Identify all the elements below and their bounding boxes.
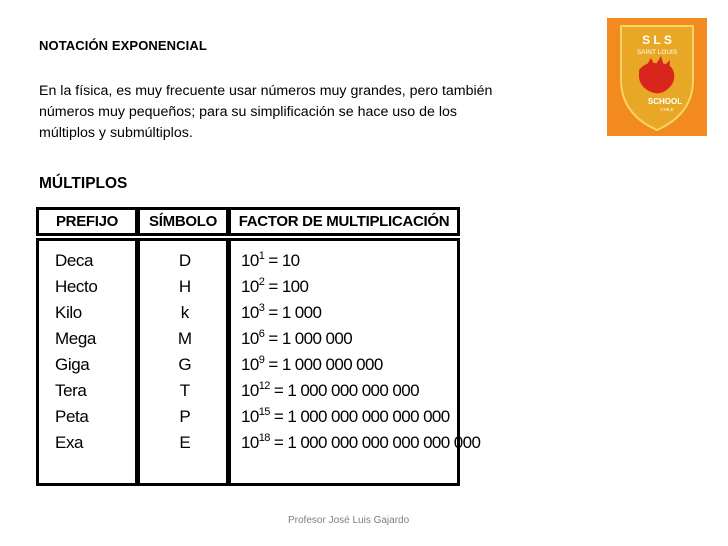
factor-value: = 1 000 000 000 [264, 355, 383, 374]
factor-value: = 100 [264, 277, 309, 296]
school-logo [607, 18, 707, 136]
table-row [36, 381, 460, 407]
factor-exponent: 2 [258, 276, 265, 288]
table-row [36, 277, 460, 303]
symbol-cell: T [179, 381, 191, 400]
factor-base: 10 [241, 251, 259, 270]
header-prefix: PREFIJO [36, 207, 138, 236]
factor-exponent: 6 [258, 328, 265, 340]
intro-line: números muy pequeños; para su simplificación se hace uso de los [39, 104, 457, 120]
table-row [36, 303, 460, 329]
factor-exponent: 18 [258, 432, 270, 444]
symbol-cell: P [179, 407, 191, 426]
symbol-cell: D [178, 251, 192, 270]
intro-paragraph [39, 81, 599, 144]
logo-text-name: SAINT LOUIS [636, 49, 678, 56]
table-row [36, 355, 460, 381]
page-heading: NOTACIÓN EXPONENCIAL [39, 38, 207, 53]
factor-cell [241, 329, 352, 349]
multiples-table [36, 207, 481, 486]
factor-value: = 1 000 [264, 303, 322, 322]
factor-base: 10 [241, 355, 259, 374]
section-title: MÚLTIPLOS [39, 175, 128, 192]
footer-author: Profesor José Luis Gajardo [288, 515, 410, 526]
factor-cell [241, 277, 308, 297]
school-crest-icon [607, 18, 707, 136]
factor-value: = 10 [264, 251, 300, 270]
factor-exponent: 9 [258, 354, 265, 366]
factor-base: 10 [241, 329, 259, 348]
header-symbol: SÍMBOLO [137, 207, 229, 236]
factor-exponent: 12 [258, 380, 270, 392]
factor-value: = 1 000 000 000 000 000 000 [269, 433, 481, 452]
logo-text-school: SCHOOL [647, 97, 683, 106]
logo-text-country: CHILE [660, 107, 674, 112]
prefix-cell: Mega [55, 329, 96, 348]
prefix-cell: Peta [55, 407, 89, 426]
table-row [36, 329, 460, 355]
prefix-cell: Tera [55, 381, 87, 400]
factor-cell [241, 251, 300, 271]
factor-value: = 1 000 000 [264, 329, 353, 348]
prefix-cell: Deca [55, 251, 94, 270]
symbol-cell: G [178, 355, 192, 374]
intro-line: En la física, es muy frecuente usar números muy grandes, pero también [39, 83, 493, 99]
factor-base: 10 [241, 381, 259, 400]
factor-cell [241, 433, 480, 453]
factor-base: 10 [241, 433, 259, 452]
logo-text-top: S L S [642, 33, 672, 47]
factor-cell [241, 407, 450, 427]
prefix-cell: Giga [55, 355, 90, 374]
symbol-cell: H [178, 277, 192, 296]
table-row [36, 251, 460, 277]
factor-exponent: 3 [258, 302, 265, 314]
symbol-cell: M [177, 329, 193, 348]
factor-cell [241, 303, 321, 323]
factor-value: = 1 000 000 000 000 [269, 381, 419, 400]
symbol-cell: E [179, 433, 191, 452]
factor-exponent: 1 [258, 250, 265, 262]
factor-exponent: 15 [258, 406, 270, 418]
symbol-cell: k [180, 303, 190, 322]
factor-cell [241, 381, 419, 401]
prefix-cell: Exa [55, 433, 84, 452]
table-row [36, 407, 460, 433]
intro-line: múltiplos y submúltiplos. [39, 125, 193, 141]
factor-cell [241, 355, 383, 375]
factor-value: = 1 000 000 000 000 000 [269, 407, 450, 426]
prefix-cell: Kilo [55, 303, 82, 322]
factor-base: 10 [241, 277, 259, 296]
factor-base: 10 [241, 407, 259, 426]
prefix-cell: Hecto [55, 277, 98, 296]
header-factor: FACTOR DE MULTIPLICACIÓN [228, 207, 460, 236]
table-row [36, 432, 481, 459]
factor-base: 10 [241, 303, 259, 322]
